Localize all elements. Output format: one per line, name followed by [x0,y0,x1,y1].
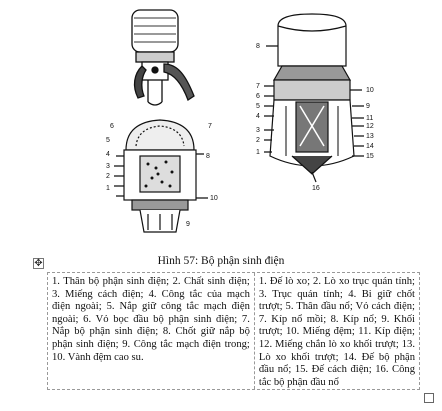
fig-left-label-10: 10 [210,195,218,202]
fig-right-label-7: 7 [256,83,260,90]
table-move-handle-icon[interactable]: ✥ [34,258,43,269]
legend-table [47,272,420,390]
fig-left-label-1: 1 [106,185,110,192]
legend-cell-generator[interactable]: 1. Thân bộ phận sinh điện; 2. Chất sinh điện; 3. Miếng cách điện; 4. Công tắc của mạch điện ngoài; 5. Nắp giữ công tắc mạch điện ngoài; 6. Vỏ bọc đầu bộ phận sinh điện; 7. Nắp bộ phận sinh điện; 8. Chốt giữ nắp bộ phận sinh điện; 9. Công tắc mạch điện trong; 10. Vành đệm cao su. [48,273,255,389]
fig-left-label-6: 6 [110,123,114,130]
fig-right-label-13: 13 [366,133,374,140]
fig-right-label-8: 8 [256,43,260,50]
fig-left-label-8: 8 [206,153,210,160]
fig-right-label-14: 14 [366,143,374,150]
fig-right-label-1: 1 [256,149,260,156]
generator-exterior-drawing [112,4,212,112]
figure-caption: Hình 57: Bộ phận sinh điện [157,255,285,267]
fig-right-label-15: 15 [366,153,374,160]
fig-left-label-9: 9 [186,221,190,228]
table-resize-handle[interactable] [424,393,434,403]
fig-right-label-3: 3 [256,127,260,134]
fig-right-label-5: 5 [256,103,260,110]
fig-right-label-2: 2 [256,137,260,144]
fig-right-label-9: 9 [366,103,370,110]
fig-left-label-5: 5 [106,137,110,144]
fig-left-label-2: 2 [106,173,110,180]
fig-left-label-4: 4 [106,151,110,158]
legend-cell-detonator[interactable]: 1. Đế lò xo; 2. Lò xo trục quán tính; 3. Trục quán tính; 4. Bi giữ chốt trượt; 5. Thân đầu nổ; Vỏ cách điện; 7. Kíp nổ mồi; 8. Kíp nổ; 9. Khối trượt; 10. Miếng đệm; 11. Kíp điện; 12. Miếng chắn lò xo khối trượt; 13. Lò xo khối trượt; 14. Đế bộ phận đầu nổ; 15. Đế cách điện; 16. Công tắc bộ phận đầu nổ [258,276,415,388]
fig-right-label-6: 6 [256,93,260,100]
generator-section-drawing [96,110,226,242]
fig-right-label-12: 12 [366,123,374,130]
fig-right-label-16: 16 [312,185,320,192]
fig-left-label-3: 3 [106,163,110,170]
fig-right-label-4: 4 [256,113,260,120]
fig-left-label-7: 7 [208,123,212,130]
fig-right-label-10: 10 [366,87,374,94]
detonator-section-drawing [252,6,384,196]
fig-right-label-11: 11 [366,115,374,122]
